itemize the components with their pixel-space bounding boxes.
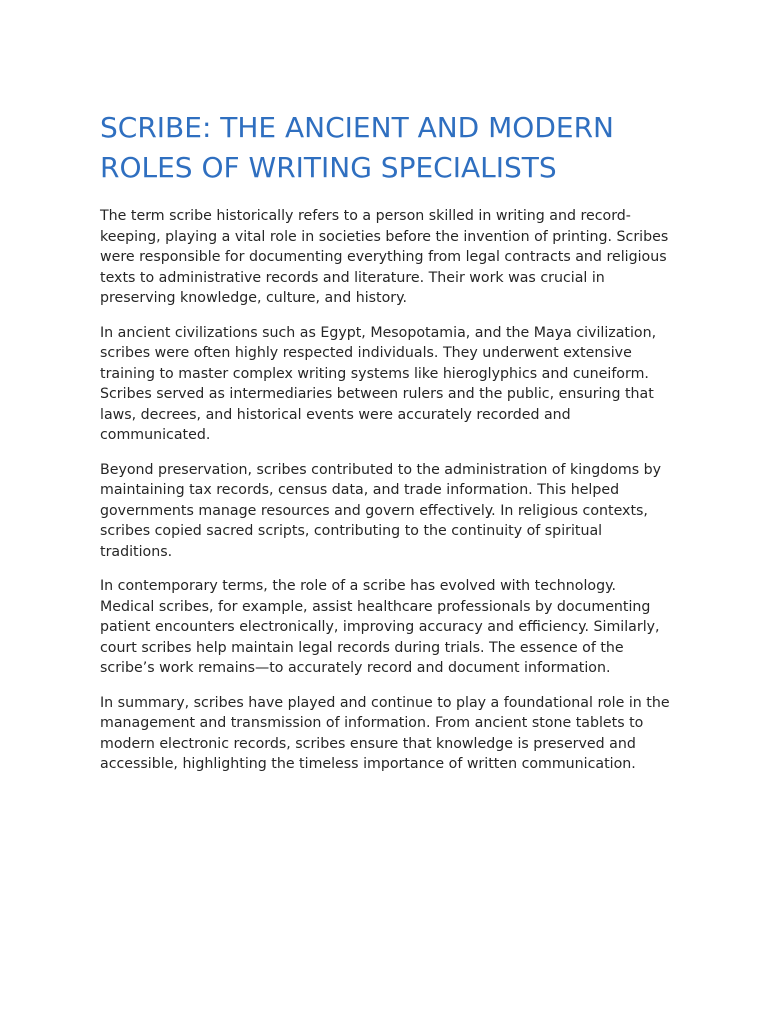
intro-text-before: The term	[100, 208, 170, 224]
document-title: SCRIBE: THE ANCIENT AND MODERN ROLES OF WRITING SPECIALISTS	[100, 111, 614, 184]
document-page	[100, 108, 670, 789]
intro-text-after: historically refers to a person skilled in writing and record-keeping, playing a vital role in societies before the invention of printing. Scribes were responsible for documenting everything from legal contracts and religious texts to administrative records and literature. Their work was crucial in preserving knowledge, culture, and history.	[100, 208, 669, 306]
paragraph-administration: Beyond preservation, scribes contributed to the administration of kingdoms by maintaining tax records, census data, and trade information. This helped governments manage resources and govern effectively. In religious contexts, scribes copied sacred scripts, contributing to the continuity of spiritual traditions.	[100, 461, 662, 560]
paragraph-contemporary: In contemporary terms, the role of a scribe has evolved with technology. Medical scribes, for example, assist healthcare professionals by documenting patient encounters electronically, improving accuracy and efficiency. Similarly, court scribes help maintain legal records during trials. The essence of the scribe’s work remains—to accurately record and document information.	[100, 578, 660, 676]
paragraph-summary: In summary, scribes have played and continue to play a foundational role in the management and transmission of information. From ancient stone tablets to modern electronic records, scribes ensure that knowledge is preserved and accessible, highlighting the timeless importance of written communication.	[100, 694, 670, 772]
intro-paragraph	[100, 206, 670, 309]
intro-term: scribe	[169, 208, 212, 224]
paragraph-ancient-civilizations: In ancient civilizations such as Egypt, Mesopotamia, and the Maya civilization, scribes were often highly respected individuals. They underwent extensive training to master complex writing systems like hieroglyphics and cuneiform. Scribes served as intermediaries between rulers and the public, ensuring that laws, decrees, and historical events were accurately recorded and communicated.	[100, 324, 657, 443]
